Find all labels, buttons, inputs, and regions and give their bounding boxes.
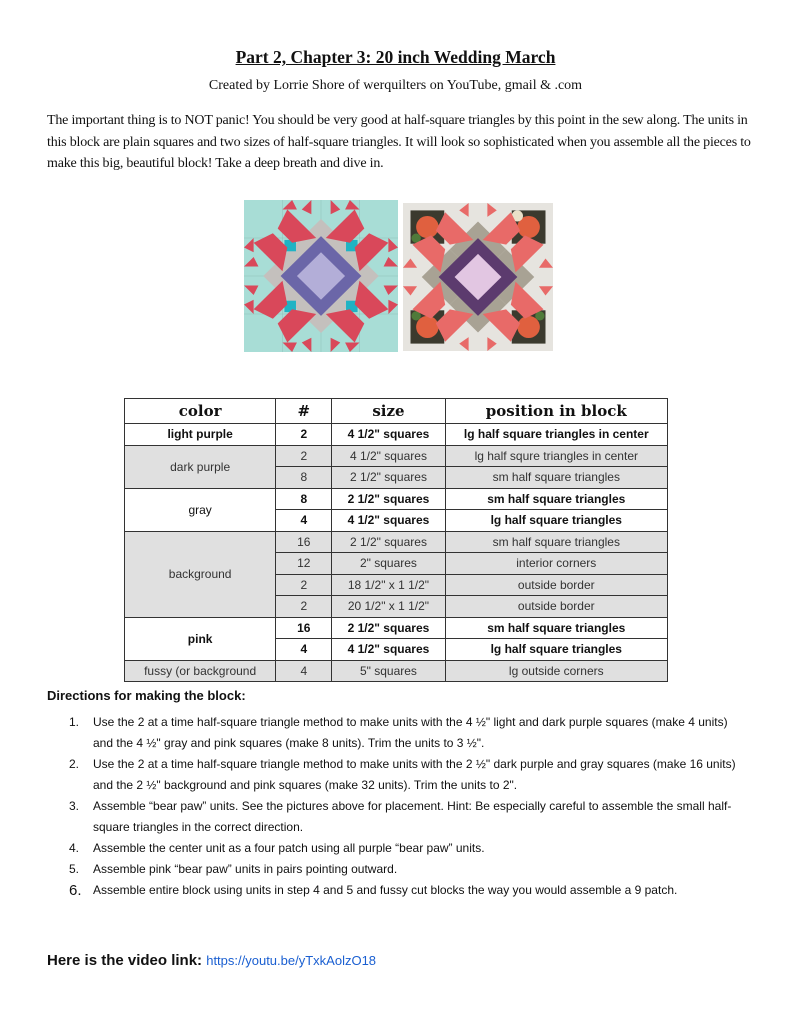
direction-step	[47, 712, 747, 754]
table-row	[125, 660, 668, 682]
count-cell: 4	[276, 639, 332, 661]
count-cell: 16	[276, 531, 332, 553]
fabric-requirements-table	[124, 398, 668, 682]
table-row	[125, 617, 668, 639]
size-cell: 4 1/2" squares	[332, 510, 445, 532]
quilt-diagram-aqua	[244, 200, 398, 352]
direction-step	[47, 838, 747, 859]
direction-step	[47, 796, 747, 838]
size-cell: 4 1/2" squares	[332, 424, 445, 446]
position-cell: outside border	[445, 574, 667, 596]
size-cell: 4 1/2" squares	[332, 445, 445, 467]
step-text: Assemble “bear paw” units. See the pictures above for placement. Hint: Be especially careful to assemble the small half-square triangles in the correct direction.	[93, 799, 732, 834]
author-credit: Created by Lorrie Shore of werquilters on YouTube, gmail & .com	[208, 78, 583, 93]
quilt-photo-finished	[403, 203, 553, 351]
position-cell: sm half square triangles	[445, 531, 667, 553]
step-number: 4.	[69, 841, 80, 855]
count-cell: 2	[276, 445, 332, 467]
position-cell: outside border	[445, 596, 667, 618]
step-text: Use the 2 at a time half-square triangle method to make units with the 4 ½" light and dark purple squares (make 4 units) and the 4 ½" gray and pink squares (make 8 units). Trim the units to 3 ½".	[93, 715, 728, 750]
direction-step	[47, 880, 747, 901]
position-cell: lg half square triangles	[445, 510, 667, 532]
direction-step	[47, 754, 747, 796]
position-cell: sm half square triangles	[445, 617, 667, 639]
table-header-row	[125, 399, 668, 424]
column-header-color: color	[125, 399, 276, 424]
size-cell: 2" squares	[332, 553, 445, 575]
table-row	[125, 445, 668, 467]
count-cell: 16	[276, 617, 332, 639]
size-cell: 2 1/2" squares	[332, 531, 445, 553]
video-link[interactable]: https://youtu.be/yTxkAolzO18	[206, 953, 377, 968]
color-cell: fussy (or background	[125, 660, 276, 682]
count-cell: 2	[276, 424, 332, 446]
step-number: 2.	[69, 757, 80, 771]
count-cell: 2	[276, 596, 332, 618]
column-header-size: size	[332, 399, 445, 424]
column-header-position: position in block	[445, 399, 667, 424]
color-cell: background	[125, 531, 276, 617]
step-number: 6.	[69, 882, 82, 899]
column-header-count: #	[276, 399, 332, 424]
step-text: Assemble the center unit as a four patch using all purple “bear paw” units.	[93, 841, 485, 855]
position-cell: sm half square triangles	[445, 467, 667, 489]
count-cell: 12	[276, 553, 332, 575]
position-cell: lg half square triangles	[445, 639, 667, 661]
table-row	[125, 531, 668, 553]
intro-paragraph: The important thing is to NOT panic! You should be very good at half-square triangles by this point in the sew along. The units in this block are plain squares and two sizes of half-square triangles. It will look so sophisticated when you assemble all the pieces to make this big, beautiful block! Take a deep breath and dive in.	[47, 113, 751, 171]
size-cell: 2 1/2" squares	[332, 467, 445, 489]
video-link-line	[47, 952, 376, 969]
position-cell: interior corners	[445, 553, 667, 575]
count-cell: 8	[276, 488, 332, 510]
direction-step	[47, 859, 747, 880]
position-cell: sm half square triangles	[445, 488, 667, 510]
count-cell: 4	[276, 510, 332, 532]
step-number: 3.	[69, 799, 80, 813]
step-text: Use the 2 at a time half-square triangle method to make units with the 2 ½" dark purple and gray squares (make 16 units) and the 2 ½" background and pink squares (make 32 units). Trim the units to 2".	[93, 757, 736, 792]
color-cell: dark purple	[125, 445, 276, 488]
count-cell: 2	[276, 574, 332, 596]
step-text: Assemble entire block using units in step 4 and 5 and fussy cut blocks the way you would assemble a 9 patch.	[93, 883, 678, 897]
size-cell: 18 1/2" x 1 1/2"	[332, 574, 445, 596]
page-title: Part 2, Chapter 3: 20 inch Wedding March	[235, 47, 556, 67]
position-cell: lg half square triangles in center	[445, 424, 667, 446]
color-cell: light purple	[125, 424, 276, 446]
color-cell: gray	[125, 488, 276, 531]
position-cell: lg outside corners	[445, 660, 667, 682]
size-cell: 5" squares	[332, 660, 445, 682]
step-number: 1.	[69, 715, 80, 729]
directions-heading: Directions for making the block:	[47, 688, 246, 703]
size-cell: 4 1/2" squares	[332, 639, 445, 661]
directions-list	[47, 712, 747, 901]
table-row	[125, 488, 668, 510]
size-cell: 20 1/2" x 1 1/2"	[332, 596, 445, 618]
color-cell: pink	[125, 617, 276, 660]
step-number: 5.	[69, 862, 80, 876]
video-link-label: Here is the video link:	[47, 952, 207, 969]
count-cell: 8	[276, 467, 332, 489]
size-cell: 2 1/2" squares	[332, 617, 445, 639]
position-cell: lg half squre triangles in center	[445, 445, 667, 467]
table-row	[125, 424, 668, 446]
size-cell: 2 1/2" squares	[332, 488, 445, 510]
count-cell: 4	[276, 660, 332, 682]
step-text: Assemble pink “bear paw” units in pairs pointing outward.	[93, 862, 398, 876]
